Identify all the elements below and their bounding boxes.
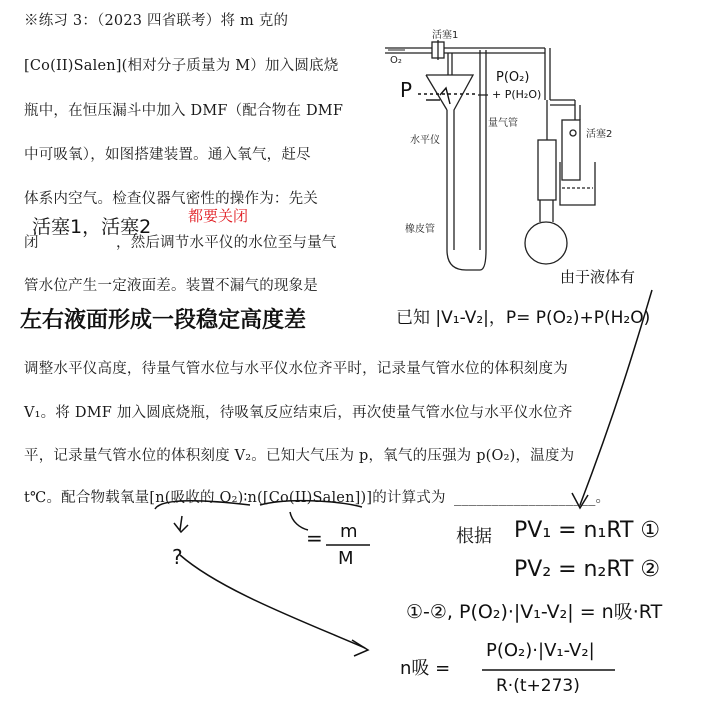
- text-line-10: 平，记录量气管水位的体积刻度 V₂。已知大气压为 p，氧气的压强为 p(O₂)，温度为: [24, 448, 575, 464]
- text-line-4: 中可吸氧），如图搭建装置。通入氧气，赶尽: [24, 147, 311, 163]
- hw-due-to: 由于液体有: [560, 268, 636, 286]
- stopcock2-label: 活塞2: [586, 129, 613, 140]
- o2-label: O₂: [390, 55, 402, 66]
- hw-eq2: PV₂ = n₂RT ②: [514, 557, 661, 582]
- hw-red-note: 都要关闭: [188, 207, 249, 225]
- text-line-1: ※练习 3：（2023 四省联考）将 m 克的: [24, 13, 289, 29]
- rubber-tube-label: 橡皮管: [405, 224, 435, 235]
- hw-ratio-num: m: [340, 521, 358, 542]
- text-line-8: 调整水平仪高度，待量气管水位与水平仪水位齐平时，记录量气管水位的体积刻度为: [24, 361, 568, 377]
- hw-by: 根据: [456, 526, 492, 547]
- hw-eq-sign: =: [306, 526, 323, 550]
- hw-p-o2: P(O₂): [496, 70, 530, 85]
- hw-numerator: P(O₂)·|V₁-V₂|: [486, 640, 595, 661]
- hw-p-label: P: [400, 78, 413, 102]
- hw-known: 已知 |V₁-V₂|，P= P(O₂)+P(H₂O): [396, 308, 651, 328]
- text-line-11-blank: ___________________。: [454, 490, 611, 506]
- text-line-6a: 闭: [24, 235, 39, 251]
- hw-n-abs: n吸 =: [400, 658, 451, 679]
- text-line-3: 瓶中，在恒压漏斗中加入 DMF（配合物在 DMF: [24, 103, 344, 119]
- hw-phenomenon: 左右液面形成一段稳定高度差: [20, 308, 307, 333]
- hw-blank-answer: 活塞1，活塞2: [32, 216, 152, 238]
- hw-ratio-den: M: [338, 548, 354, 569]
- hw-denominator: R·(t+273): [496, 676, 580, 696]
- hw-eq1: PV₁ = n₁RT ①: [514, 518, 661, 543]
- hw-diff: ①-②, P(O₂)·|V₁-V₂| = n吸·RT: [406, 601, 663, 623]
- text-line-5: 体系内空气。检查仪器气密性的操作为：先关: [24, 191, 318, 207]
- text-line-6b: ，然后调节水平仪的水位至与量气: [116, 235, 337, 251]
- gas-burette-label: 量气管: [488, 118, 518, 129]
- stopcock1-label: 活塞1: [432, 30, 459, 41]
- text-line-2: [Co(II)Salen](相对分子质量为 M）加入圆底烧: [24, 58, 339, 74]
- level-bulb-label: 水平仪: [410, 135, 440, 146]
- hw-question: ?: [172, 545, 183, 569]
- text-line-7: 管水位产生一定液面差。装置不漏气的现象是: [24, 278, 318, 294]
- hw-p-h2o: + P(H₂O): [492, 88, 542, 101]
- text-line-9: V₁。将 DMF 加入圆底烧瓶，待吸氧反应结束后，再次使量气管水位与水平仪水位齐: [24, 405, 573, 421]
- text-line-11: t℃。配合物载氧量[n(吸收的 O₂)∶n([Co(II)Salen])]的计算式为: [24, 490, 446, 506]
